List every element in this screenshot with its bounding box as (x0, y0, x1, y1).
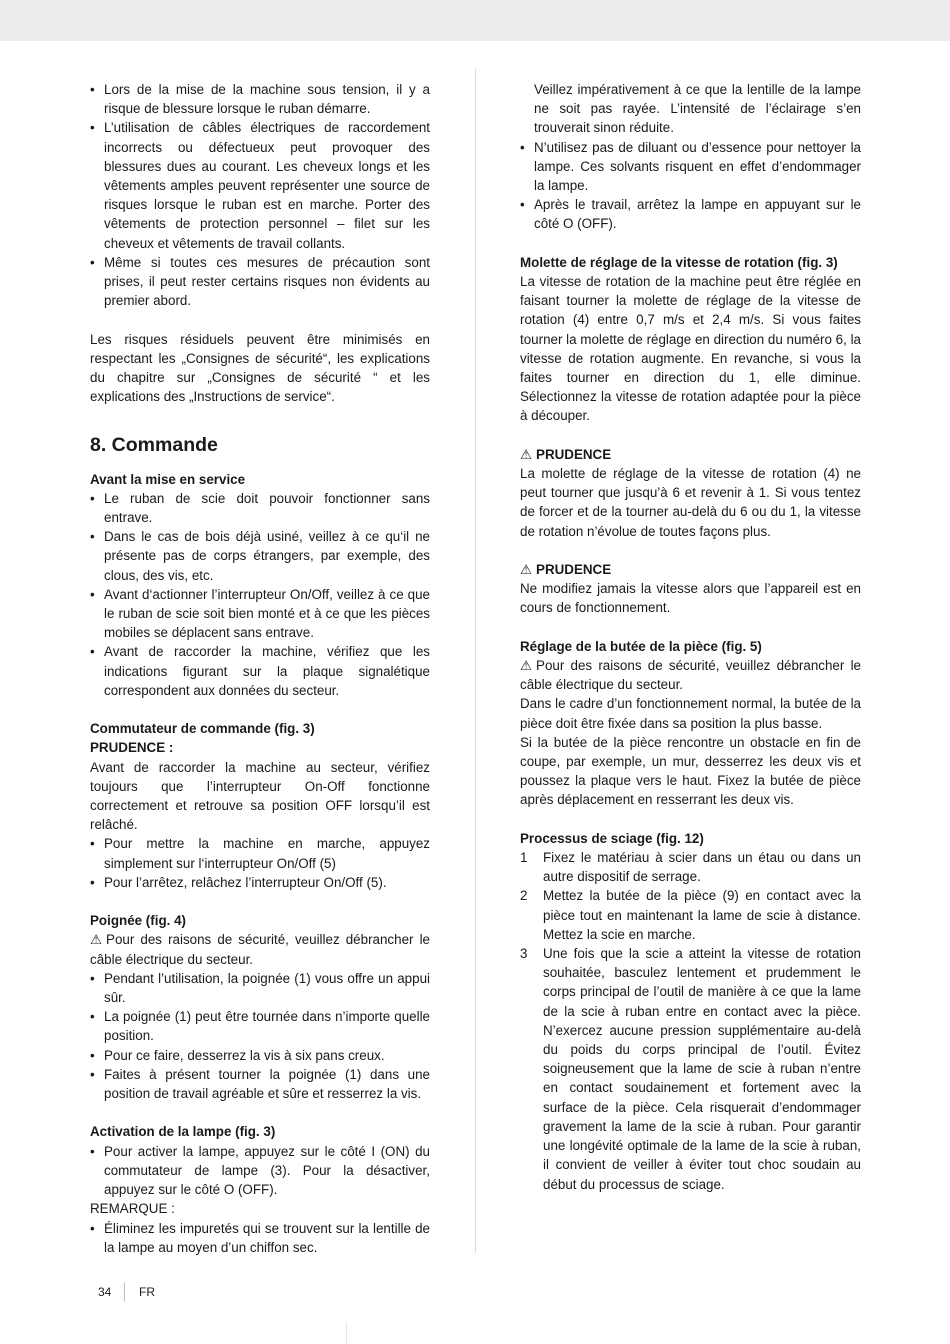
list-item: • Pour l’arrêtez, relâchez l’interrupteur On/Off (5). (90, 873, 430, 892)
list-item: • Le ruban de scie doit pouvoir fonctionner sans entrave. (90, 489, 430, 527)
switch-list (90, 834, 430, 892)
language-code: FR (139, 1285, 155, 1299)
speed-paragraph: La vitesse de rotation de la machine peut être réglée en faisant tourner la molette de réglage de la vitesse de rotation (4) entre 0,7 m/s et 2,4 m/s. Si vous faites tourner la molette de réglage en direction du numéro 6, la vitesse de rotation augmente. En revanche, si vous la faites tourner en direction du 1, elle diminue. Sélectionnez la vitesse de rotation adaptée pour la pièce à découper. (520, 274, 861, 424)
caution-heading: ⚠ PRUDENCE (520, 560, 861, 579)
list-item: • Pour ce faire, desserrez la vis à six pans creux. (90, 1046, 430, 1065)
list-item: • N’utilisez pas de diluant ou d’essence pour nettoyer la lampe. Ces solvants risquent en effet d’endommager la lampe. (520, 138, 861, 196)
list-item: 3 Une fois que la scie a atteint la vitesse de rotation souhaitée, basculez lentement et prudemment le corps principal de l’outil de manière à ce que la lame de la scie à ruban entre en contact avec la pièce. N’exercez aucune pression supplémentaire au-delà du poids du corps principal de l’outil. Évitez soigneusement que la lame de scie à ruban n’entre en contact soudainement et fortement avec la surface de la pièce. Cela risquerait d’endommager gravement la lame de la scie à ruban. Pour garantir une longévité optimale de la lame de la scie à ruban, il convient de veiller à éviter tout choc soudain au début du processus de sciage. (520, 946, 861, 1192)
warning-icon: ⚠ (520, 562, 533, 578)
list-item: • Éliminez les impuretés qui se trouvent sur la lentille de la lampe au moyen d’un chiffon sec. (90, 1219, 430, 1257)
stop-paragraph: Si la butée de la pièce rencontre un obstacle en fin de coupe, par exemple, un mur, desserrez les deux vis et poussez la plaque vers le haut. Fixez la butée de pièce après déplacement en resserrant les deux vis. (520, 734, 861, 808)
stop-paragraph: Dans le cadre d’un fonctionnement normal, la butée de la pièce doit être fixée dans sa position la plus basse. (520, 696, 861, 731)
top-band (0, 0, 950, 41)
sawing-heading: Processus de sciage (fig. 12) (520, 830, 704, 846)
list-item: • Dans le cas de bois déjà usiné, veillez à ce qu‘il ne présente pas de corps étrangers, par exemple, des clous, des vis, etc. (90, 527, 430, 585)
switch-paragraph: Avant de raccorder la machine au secteur, vérifiez toujours que l’interrupteur On-Off fonctionne correctement et retrouve sa position OFF lorsqu’il est relâché. (90, 759, 430, 833)
stop-warning: ⚠ Pour des raisons de sécurité, veuillez débrancher le câble électrique du secteur. (520, 658, 861, 693)
lamp-continuation: Veillez impérativement à ce que la lentille de la lampe ne soit pas rayée. L’intensité de l’éclairage s’en trouverait sinon réduite. (534, 82, 861, 136)
column-divider (475, 68, 476, 1253)
switch-caution-label: PRUDENCE : (90, 740, 174, 756)
intro-bullet-list (90, 80, 430, 310)
list-item: • Après le travail, arrêtez la lampe en appuyant sur le côté O (OFF). (520, 195, 861, 233)
page-number: 34 (98, 1285, 112, 1299)
list-item: 1 Fixez le matériau à scier dans un étau ou dans un autre dispositif de serrage. (520, 850, 861, 885)
handle-warning (90, 930, 430, 968)
left-column (90, 80, 430, 1257)
list-item: • Avant d‘actionner l’interrupteur On/Off, veillez à ce que le ruban de scie soit bien monté et à ce que les pièces mobiles se déplacent sans entrave. (90, 585, 430, 643)
caution-paragraph: La molette de réglage de la vitesse de rotation (4) ne peut tourner que jusqu’à 6 et revenir à 1. Si vous tentez de forcer et de la tourner au-delà du 6 ou du 1, la vitesse de rotation n’évolue de toutes façons plus. (520, 466, 861, 539)
list-item: • Pendant l’utilisation, la poignée (1) vous offre un appui sûr. (90, 969, 430, 1007)
page-footer (98, 1284, 155, 1300)
before-start-list (90, 489, 430, 700)
list-item: • La poignée (1) peut être tournée dans n’importe quelle position. (90, 1007, 430, 1045)
list-item: 2 Mettez la butée de la pièce (9) en contact avec la pièce tout en maintenant la lame de scie à distance. Mettez la scie en marche. (520, 888, 861, 942)
list-item: • Pour activer la lampe, appuyez sur le côté I (ON) du commutateur de lampe (3). Pour la désactiver, appuyez sur le côté O (OFF). (90, 1142, 430, 1200)
caution-paragraph: Ne modifiez jamais la vitesse alors que l’appareil est en cours de fonctionnement. (520, 581, 861, 616)
crop-mark (346, 1322, 347, 1344)
sawing-steps (520, 848, 861, 1194)
remark-label: REMARQUE : (90, 1201, 175, 1217)
list-item: • Faites à présent tourner la poignée (1) dans une position de travail agréable et sûre et resserrez la vis. (90, 1065, 430, 1103)
switch-heading: Commutateur de commande (fig. 3) (90, 721, 315, 737)
handle-list (90, 969, 430, 1103)
section-title: 8. Commande (90, 433, 218, 456)
lamp-heading: Activation de la lampe (fig. 3) (90, 1124, 276, 1140)
warning-icon: ⚠ (520, 446, 533, 462)
list-item: • Pour mettre la machine en marche, appuyez simplement sur l‘interrupteur On/Off (5) (90, 834, 430, 872)
speed-heading: Molette de réglage de la vitesse de rotation (fig. 3) (520, 254, 838, 270)
warning-icon: ⚠ (520, 658, 533, 674)
right-column (520, 80, 861, 1194)
lamp-care-list (520, 138, 861, 234)
handle-heading: Poignée (fig. 4) (90, 913, 186, 929)
lamp-list (90, 1142, 430, 1200)
warning-icon: ⚠ (90, 932, 103, 948)
list-item: • Lors de la mise de la machine sous tension, il y a risque de blessure lorsque le ruban démarre. (90, 80, 430, 118)
list-item: • L’utilisation de câbles électriques de raccordement incorrects ou défectueux peut provoquer des blessures dues au courant. Les cheveux longs et les vêtements amples peuvent représenter une source de risques lorsque le ruban est en marche. Porter des vêtements de protection personnel – filet sur les cheveux et vêtements de travail collants. (90, 118, 430, 252)
list-item: • Avant de raccorder la machine, vérifiez que les indications figurant sur la plaque signalétique correspondent aux données du secteur. (90, 642, 430, 700)
list-item: • Même si toutes ces mesures de précaution sont prises, il peut rester certains risques non évidents au premier abord. (90, 253, 430, 311)
caution-heading: ⚠ PRUDENCE (520, 445, 861, 464)
handle-warning-text: Pour des raisons de sécurité, veuillez débrancher le câble électrique du secteur. (90, 932, 430, 967)
before-start-heading: Avant la mise en service (90, 471, 246, 487)
stop-heading: Réglage de la butée de la pièce (fig. 5) (520, 638, 762, 654)
residual-risks-paragraph: Les risques résiduels peuvent être minimisés en respectant les „Consignes de sécurité“, les explications du chapitre sur „Consignes de sécurité “ et les explications des „Instructions de service“. (90, 331, 430, 405)
footer-separator (124, 1282, 125, 1302)
remark-list (90, 1219, 430, 1257)
